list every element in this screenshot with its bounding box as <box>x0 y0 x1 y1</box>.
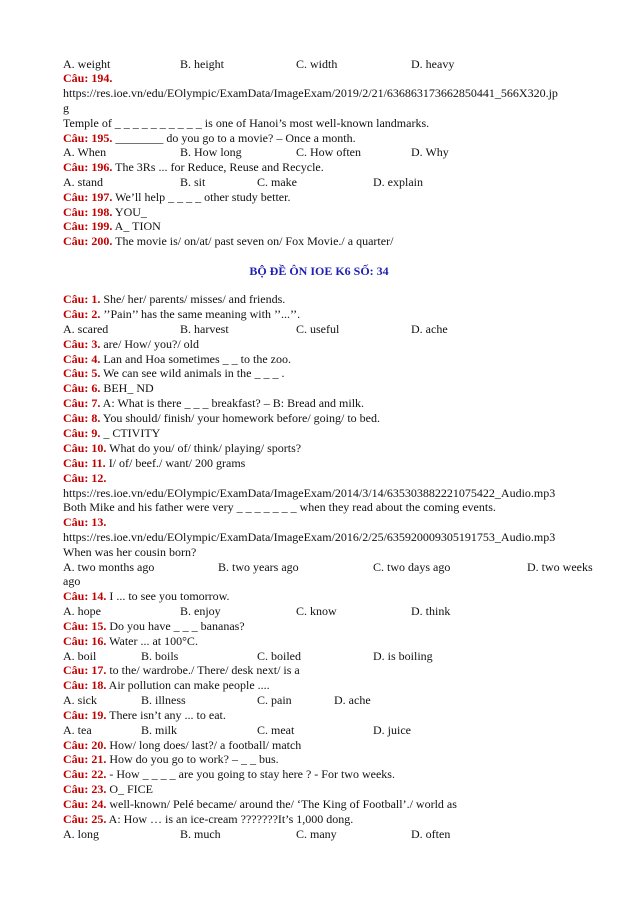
question-line <box>63 292 285 307</box>
question-line <box>63 515 106 530</box>
question-number: Câu: 5. <box>63 366 101 380</box>
question-text: A: How … is an ice-cream ???????It’s 1,000 dong. <box>106 812 354 826</box>
question-number: Câu: 21. <box>63 752 107 766</box>
question-number: Câu: 18. <box>63 678 107 692</box>
question-number: Câu: 200. <box>63 234 113 248</box>
question-line <box>63 234 393 249</box>
question-text: We’ll help _ _ _ _ other study better. <box>112 190 291 204</box>
question-number: Câu: 199. <box>63 219 113 233</box>
question-number: Câu: 8. <box>63 411 101 425</box>
question-number: Câu: 12. <box>63 471 107 485</box>
question-number: Câu: 196. <box>63 160 113 174</box>
answer-option: A. boil <box>63 649 97 663</box>
question-number: Câu: 10. <box>63 441 107 455</box>
question-line <box>63 337 199 352</box>
answer-option: C. How often <box>296 145 361 159</box>
question-line <box>63 634 198 649</box>
answer-option: D. ache <box>411 322 448 336</box>
answer-option: A. tea <box>63 723 92 737</box>
question-text: Air pollution can make people .... <box>106 678 270 692</box>
answer-option: C. width <box>296 57 338 71</box>
text-line: ago <box>63 574 81 588</box>
answer-option: C. two days ago <box>373 560 451 574</box>
answer-option: C. make <box>257 175 297 189</box>
question-line <box>63 190 290 205</box>
question-number: Câu: 3. <box>63 337 101 351</box>
question-text: There isn’t any ... to eat. <box>106 708 226 722</box>
text-line: https://res.ioe.vn/edu/EOlympic/ExamData/ImageExam/2019/2/21/636863173662850441_566X320.jp <box>63 86 558 100</box>
answer-options <box>63 560 598 575</box>
question-number: Câu: 23. <box>63 782 107 796</box>
question-number: Câu: 4. <box>63 352 101 366</box>
question-line <box>63 471 106 486</box>
question-line <box>63 663 300 678</box>
answer-options <box>63 322 598 337</box>
answer-option: C. meat <box>257 723 295 737</box>
question-text: The movie is/ on/at/ past seven on/ Fox Movie./ a quarter/ <box>112 234 394 248</box>
question-line <box>63 441 301 456</box>
answer-option: B. boils <box>141 649 179 663</box>
answer-option: A. hope <box>63 604 101 618</box>
answer-option: D. think <box>411 604 451 618</box>
answer-option: B. How long <box>180 145 242 159</box>
answer-option: A. When <box>63 145 107 159</box>
question-text: - How _ _ _ _ are you going to stay here ? - For two weeks. <box>106 767 395 781</box>
question-line <box>63 738 301 753</box>
question-text: O_ FICE <box>106 782 154 796</box>
text-line: https://res.ioe.vn/edu/EOlympic/ExamData/ImageExam/2014/3/14/635303882221075422_Audio.mp3 <box>63 486 556 500</box>
question-text: The 3Rs ... for Reduce, Reuse and Recycle. <box>112 160 324 174</box>
question-number: Câu: 13. <box>63 515 107 529</box>
answer-options <box>63 827 598 842</box>
answer-option: C. know <box>296 604 337 618</box>
text-line: https://res.ioe.vn/edu/EOlympic/ExamData/ImageExam/2016/2/25/635920009305191753_Audio.mp3 <box>63 530 556 544</box>
answer-option: B. sit <box>180 175 206 189</box>
question-text: to the/ wardrobe./ There/ desk next/ is a <box>106 663 300 677</box>
question-number: Câu: 19. <box>63 708 107 722</box>
question-line <box>63 708 226 723</box>
question-number: Câu: 15. <box>63 619 107 633</box>
question-text: What do you/ of/ think/ playing/ sports? <box>106 441 302 455</box>
question-line <box>63 219 161 234</box>
question-number: Câu: 14. <box>63 589 107 603</box>
answer-option: C. useful <box>296 322 340 336</box>
question-line <box>63 812 353 827</box>
question-line <box>63 131 356 146</box>
answer-options <box>63 693 598 708</box>
question-line <box>63 381 154 396</box>
text-line: When was her cousin born? <box>63 545 197 559</box>
question-line <box>63 797 457 812</box>
question-line <box>63 767 395 782</box>
question-line <box>63 589 230 604</box>
question-text: _ CTIVITY <box>100 426 161 440</box>
answer-option: D. Why <box>411 145 449 159</box>
answer-option: C. boiled <box>257 649 301 663</box>
question-text: I ... to see you tomorrow. <box>106 589 230 603</box>
question-text: are/ How/ you?/ old <box>100 337 199 351</box>
answer-option: A. weight <box>63 57 111 71</box>
answer-option: B. much <box>180 827 221 841</box>
question-text: Lan and Hoa sometimes _ _ to the zoo. <box>100 352 291 366</box>
text-line: g <box>63 101 69 115</box>
question-number: Câu: 24. <box>63 797 107 811</box>
question-text: I/ of/ beef./ want/ 200 grams <box>105 456 246 470</box>
answer-option: D. juice <box>373 723 411 737</box>
answer-option: B. enjoy <box>180 604 221 618</box>
answer-option: D. heavy <box>411 57 455 71</box>
question-number: Câu: 197. <box>63 190 113 204</box>
answer-option: C. many <box>296 827 337 841</box>
question-number: Câu: 22. <box>63 767 107 781</box>
answer-options <box>63 175 598 190</box>
question-line <box>63 205 147 220</box>
question-line <box>63 160 324 175</box>
question-text: YOU_ <box>112 205 147 219</box>
answer-option: B. milk <box>141 723 178 737</box>
answer-option: C. pain <box>257 693 292 707</box>
question-text: How do you go to work? – _ _ bus. <box>106 752 279 766</box>
answer-option: B. illness <box>141 693 186 707</box>
answer-option: A. stand <box>63 175 103 189</box>
question-number: Câu: 195. <box>63 131 113 145</box>
question-line <box>63 619 245 634</box>
section-heading: BỘ ĐỀ ÔN IOE K6 SỐ: 34 <box>249 264 389 278</box>
question-number: Câu: 25. <box>63 812 107 826</box>
answer-option: A. sick <box>63 693 97 707</box>
question-line <box>63 71 112 86</box>
question-text: Water ... at 100°C. <box>106 634 198 648</box>
question-number: Câu: 6. <box>63 381 101 395</box>
answer-options <box>63 649 598 664</box>
question-line <box>63 366 284 381</box>
answer-option: A. scared <box>63 322 109 336</box>
question-number: Câu: 2. <box>63 307 101 321</box>
question-number: Câu: 20. <box>63 738 107 752</box>
answer-option: A. two months ago <box>63 560 155 574</box>
answer-option: D. often <box>411 827 451 841</box>
answer-option: B. harvest <box>180 322 229 336</box>
answer-option: D. is boiling <box>373 649 433 663</box>
answer-option: D. two weeks <box>527 560 593 574</box>
question-line <box>63 352 291 367</box>
answer-option: B. two years ago <box>218 560 299 574</box>
question-text: ’’Pain’’ has the same meaning with ’’...’’. <box>100 307 301 321</box>
question-number: Câu: 194. <box>63 71 113 85</box>
question-text: She/ her/ parents/ misses/ and friends. <box>100 292 286 306</box>
question-text: Do you have _ _ _ bananas? <box>106 619 245 633</box>
answer-option: B. height <box>180 57 224 71</box>
answer-options <box>63 604 598 619</box>
question-line <box>63 782 153 797</box>
question-number: Câu: 16. <box>63 634 107 648</box>
question-text: You should/ finish/ your homework before/ going/ to bed. <box>100 411 380 425</box>
question-number: Câu: 7. <box>63 396 101 410</box>
question-line <box>63 456 245 471</box>
question-line <box>63 426 160 441</box>
question-line <box>63 411 380 426</box>
question-line <box>63 396 364 411</box>
text-line: Temple of _ _ _ _ _ _ _ _ _ _ is one of Hanoi’s most well-known landmarks. <box>63 116 430 130</box>
question-text: BEH_ ND <box>100 381 154 395</box>
question-line <box>63 678 270 693</box>
question-text: well-known/ Pelé became/ around the/ ‘The King of Football’./ world as <box>106 797 457 811</box>
answer-option: A. long <box>63 827 99 841</box>
answer-options <box>63 57 598 72</box>
question-number: Câu: 11. <box>63 456 106 470</box>
question-number: Câu: 17. <box>63 663 107 677</box>
answer-option: D. explain <box>373 175 423 189</box>
question-line <box>63 307 300 322</box>
question-number: Câu: 9. <box>63 426 101 440</box>
question-text: We can see wild animals in the _ _ _ . <box>100 366 285 380</box>
question-line <box>63 752 279 767</box>
question-number: Câu: 198. <box>63 205 113 219</box>
answer-options <box>63 723 598 738</box>
question-text: How/ long does/ last?/ a football/ match <box>106 738 302 752</box>
question-text: A_ TION <box>112 219 161 233</box>
question-number: Câu: 1. <box>63 292 101 306</box>
answer-options <box>63 145 598 160</box>
answer-option: D. ache <box>334 693 371 707</box>
text-line: Both Mike and his father were very _ _ _ _ _ _ _ when they read about the coming events. <box>63 500 496 514</box>
question-text: ________ do you go to a movie? – Once a month. <box>112 131 356 145</box>
question-text: A: What is there _ _ _ breakfast? – B: Bread and milk. <box>100 396 365 410</box>
